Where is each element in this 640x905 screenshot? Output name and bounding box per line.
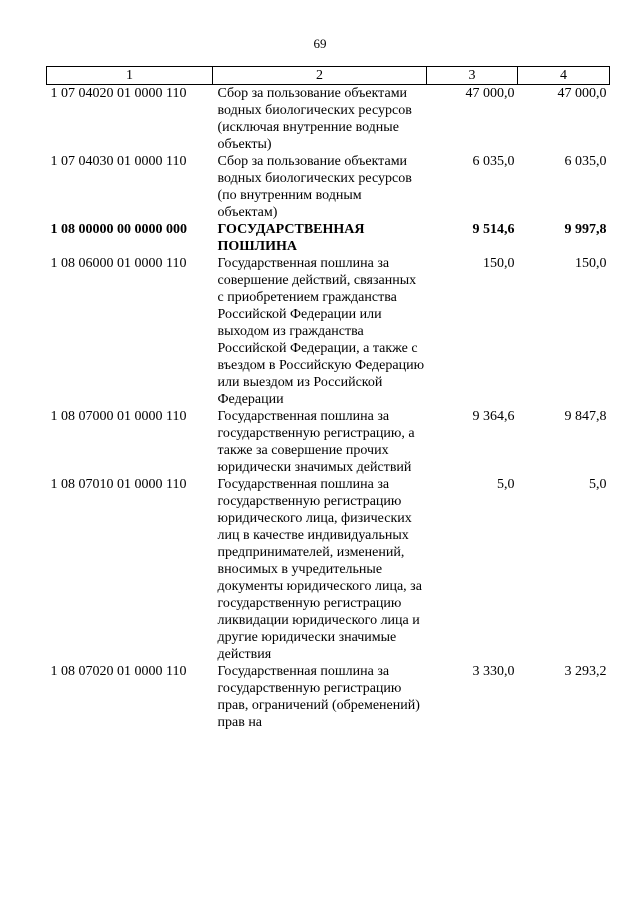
amount-year-2: 150,0: [575, 256, 607, 271]
budget-code: 1 08 06000 01 0000 110: [50, 256, 187, 271]
amount-year-1: 3 330,0: [472, 664, 515, 679]
budget-code: 1 08 07010 01 0000 110: [50, 477, 187, 492]
budget-code: 1 08 00000 00 0000 000: [50, 222, 187, 237]
amount-year-2: 3 293,2: [564, 664, 607, 679]
amount-year-2: 9 847,8: [564, 409, 607, 424]
table-row: [47, 476, 610, 663]
amount-year-2: 5,0: [589, 477, 607, 492]
budget-code: 1 08 07000 01 0000 110: [50, 409, 187, 424]
budget-code: 1 07 04020 01 0000 110: [50, 86, 187, 101]
table-header: [47, 67, 610, 85]
table-row: [47, 255, 610, 408]
revenue-name: Сбор за пользование объектами водных биологических ресурсов (исключая внутренние водные объекты): [217, 86, 412, 152]
table-row: [47, 663, 610, 731]
amount-year-1: 47 000,0: [465, 86, 515, 101]
column-header-3: 3: [427, 67, 518, 85]
amount-year-2: 6 035,0: [564, 154, 607, 169]
revenue-name: ГОСУДАРСТВЕННАЯ ПОШЛИНА: [217, 222, 365, 254]
budget-code: 1 08 07020 01 0000 110: [50, 664, 187, 679]
column-header-2: 2: [213, 67, 427, 85]
amount-year-1: 9 364,6: [472, 409, 515, 424]
amount-year-1: 5,0: [497, 477, 515, 492]
amount-year-1: 6 035,0: [472, 154, 515, 169]
amount-year-1: 150,0: [483, 256, 515, 271]
amount-year-2: 9 997,8: [564, 222, 607, 237]
revenue-name: Государственная пошлина за государственную регистрацию, а также за совершение прочих юридически значимых действий: [217, 409, 415, 475]
budget-code: 1 07 04030 01 0000 110: [50, 154, 187, 169]
table-row: [47, 153, 610, 221]
column-header-1: 1: [47, 67, 213, 85]
amount-year-2: 47 000,0: [557, 86, 607, 101]
table-row: [47, 85, 610, 154]
revenue-name: Государственная пошлина за совершение действий, связанных с приобретением гражданства Российской Федерации или выходом из гражданства Российской Федерации, а также с въездом в Российскую Федерацию или выездом из Российской Федерации: [217, 256, 425, 407]
table-body: [47, 85, 610, 732]
page-number: 69: [313, 36, 327, 51]
revenue-name: Государственная пошлина за государственную регистрацию юридического лица, физических лиц в качестве индивидуальных предпринимателей, изменений, вносимых в учредительные документы юридического лица, за государственную регистрацию ликвидации юридического лица и другие юридически значимые действия: [217, 477, 422, 662]
column-header-4: 4: [518, 67, 610, 85]
table-row-section: [47, 221, 610, 255]
table-row: [47, 408, 610, 476]
header-row: [47, 67, 610, 85]
revenue-name: Государственная пошлина за государственную регистрацию прав, ограничений (обременений) прав на: [217, 664, 420, 730]
revenue-name: Сбор за пользование объектами водных биологических ресурсов (по внутренним водным объектам): [217, 154, 412, 220]
budget-table: [46, 66, 610, 731]
amount-year-1: 9 514,6: [472, 222, 515, 237]
